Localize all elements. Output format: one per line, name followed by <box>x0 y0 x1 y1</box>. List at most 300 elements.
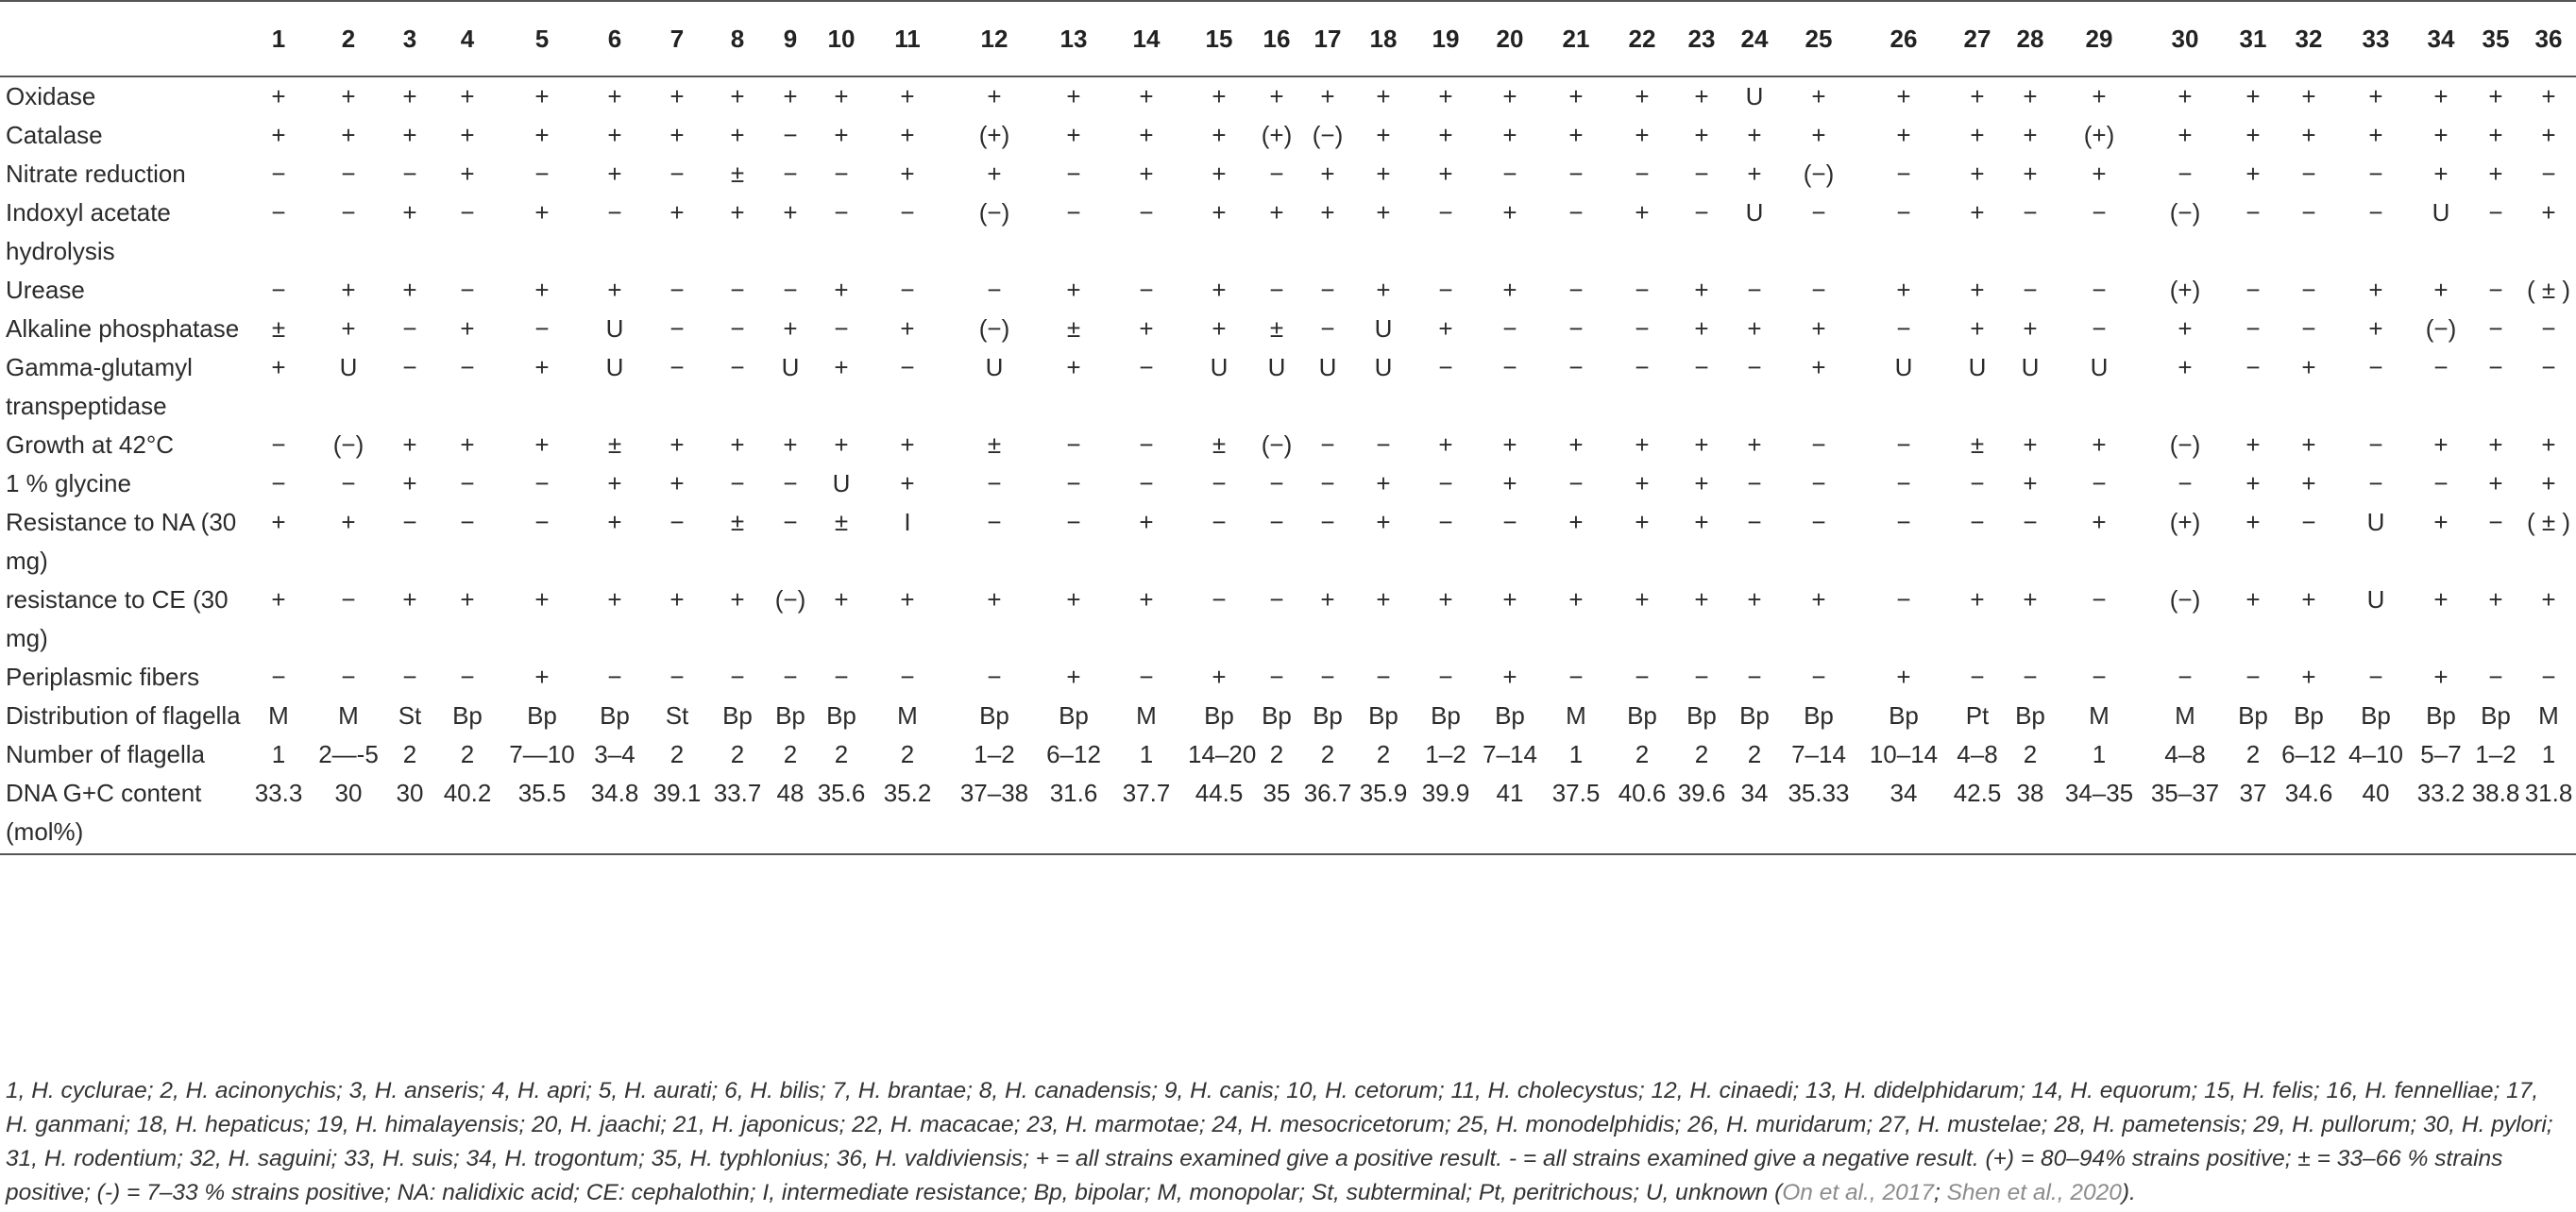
table-cell: + <box>900 469 915 497</box>
table-cell: − <box>2178 160 2193 188</box>
table-cell: − <box>460 469 475 497</box>
table-cell: − <box>1139 663 1154 691</box>
table-cell: + <box>834 353 849 381</box>
table-cell: − <box>534 160 550 188</box>
table-cell: − <box>1066 430 1081 459</box>
table-cell: − <box>1269 663 1284 691</box>
column-header: 8 <box>708 1 767 76</box>
table-cell: − <box>534 314 550 343</box>
table-cell: ± <box>730 508 745 536</box>
table-row <box>0 464 2576 503</box>
table-cell: − <box>2301 276 2316 304</box>
table-cell: + <box>402 469 417 497</box>
table-cell: + <box>1376 585 1391 614</box>
table-cell: + <box>2301 353 2316 381</box>
table-cell: U <box>1745 198 1764 227</box>
column-header: 20 <box>1477 1 1543 76</box>
table-cell: − <box>534 508 550 536</box>
table-cell: − <box>2301 314 2316 343</box>
table-cell: + <box>834 82 849 110</box>
table-cell: U <box>605 314 624 343</box>
table-cell: − <box>1896 469 1911 497</box>
table-cell: + <box>669 430 685 459</box>
header-row <box>0 1 2576 76</box>
table-cell: St <box>398 701 422 730</box>
table-cell: + <box>1066 353 1081 381</box>
table-cell: + <box>607 82 622 110</box>
table-cell: + <box>1066 276 1081 304</box>
table-cell: − <box>1139 198 1154 227</box>
table-cell: + <box>402 585 417 614</box>
table-cell: + <box>1139 121 1154 149</box>
table-cell: + <box>1694 121 1709 149</box>
table-cell: 35.33 <box>1781 774 1856 854</box>
table-cell: + <box>1376 121 1391 149</box>
table-cell: + <box>1635 469 1650 497</box>
table-cell: M <box>897 701 918 730</box>
table-cell: U <box>2021 353 2040 381</box>
table-cell: M <box>2089 701 2110 730</box>
table-cell: Bp <box>600 701 630 730</box>
column-header: 9 <box>767 1 814 76</box>
table-cell: (−) <box>774 585 806 614</box>
table-cell: ± <box>271 314 286 343</box>
table-cell: + <box>1376 469 1391 497</box>
table-row <box>0 697 2576 735</box>
table-cell: + <box>2023 314 2038 343</box>
table-cell: − <box>1376 663 1391 691</box>
table-cell: + <box>987 160 1002 188</box>
table-cell: 2 <box>460 740 475 768</box>
table-cell: − <box>730 314 745 343</box>
table-cell: + <box>402 82 417 110</box>
table-cell: + <box>1635 508 1650 536</box>
table-cell: − <box>900 198 915 227</box>
table-cell: (−) <box>2169 430 2201 459</box>
table-cell: − <box>1568 314 1584 343</box>
table-cell: + <box>1568 508 1584 536</box>
table-row <box>0 76 2576 116</box>
table-cell: − <box>987 663 1002 691</box>
table-cell: ( ± ) <box>2526 508 2571 536</box>
table-cell: U <box>339 353 358 381</box>
table-cell: − <box>2301 508 2316 536</box>
citation-link[interactable]: On et al., 2017 <box>1782 1180 1934 1205</box>
table-cell: − <box>1502 353 1517 381</box>
table-cell: 2 <box>730 740 745 768</box>
table-cell: + <box>534 276 550 304</box>
table-cell: + <box>271 82 286 110</box>
row-label: Nitrate reduction <box>6 160 186 188</box>
table-cell: U <box>1894 353 1913 381</box>
table-cell: + <box>1438 430 1453 459</box>
table-cell: M <box>338 701 359 730</box>
table-cell: + <box>669 469 685 497</box>
column-header: 25 <box>1781 1 1856 76</box>
table-cell: + <box>2541 585 2556 614</box>
table-cell: + <box>2541 121 2556 149</box>
table-cell: 41 <box>1477 774 1543 854</box>
table-cell: − <box>460 198 475 227</box>
table-cell: U <box>985 353 1004 381</box>
table-cell: − <box>1568 160 1584 188</box>
table-cell: ± <box>730 160 745 188</box>
table-cell: Bp <box>1495 701 1525 730</box>
table-cell: − <box>1747 353 1762 381</box>
row-label: Urease <box>6 276 85 304</box>
table-cell: − <box>2368 663 2383 691</box>
table-cell: − <box>1568 198 1584 227</box>
column-header: 35 <box>2470 1 2521 76</box>
column-header: 31 <box>2229 1 2278 76</box>
table-cell: + <box>783 82 798 110</box>
table-cell: + <box>2178 314 2193 343</box>
table-cell: 2 <box>402 740 417 768</box>
table-cell: − <box>2541 314 2556 343</box>
table-cell: − <box>2246 663 2261 691</box>
column-header: 27 <box>1951 1 2004 76</box>
table-cell: − <box>2178 663 2193 691</box>
table-cell: − <box>2023 508 2038 536</box>
table-cell: − <box>1811 198 1826 227</box>
table-cell: + <box>341 276 356 304</box>
table-cell: − <box>1896 508 1911 536</box>
table-cell: 30 <box>312 774 385 854</box>
table-cell: M <box>268 701 289 730</box>
table-cell: M <box>2175 701 2195 730</box>
column-header: 15 <box>1188 1 1250 76</box>
table-cell: 37.5 <box>1543 774 1609 854</box>
table-cell: + <box>534 82 550 110</box>
table-cell: + <box>2246 508 2261 536</box>
table-cell: + <box>607 508 622 536</box>
table-cell: Bp <box>1686 701 1717 730</box>
table-cell: + <box>987 82 1002 110</box>
table-cell: − <box>1376 430 1391 459</box>
table-cell: + <box>1694 585 1709 614</box>
table-cell: Bp <box>1368 701 1398 730</box>
table-cell: Bp <box>1889 701 1919 730</box>
table-cell: 2 <box>1320 740 1335 768</box>
table-cell: 5–7 <box>2420 740 2462 768</box>
table-cell: (−) <box>2425 314 2457 343</box>
table-cell: + <box>1320 160 1335 188</box>
header-corner <box>0 1 246 76</box>
column-header: 17 <box>1303 1 1352 76</box>
footnote-text: 1, H. cyclurae; 2, H. acinonychis; 3, H. anseris; 4, H. apri; 5, H. aurati; 6, H. bilis; 7, H. brantae; 8, H. canadensis; 9, H. canis; 10, H. cetorum; 11, H. cholecystus; 12, H. cinaedi; 13, H. didelphidarum; 14, H. equorum; 15, H. felis; 16, H. fennelliae; 17, H. ganmani; 18, H. hepaticus; 19, H. himalayensis; 20, H. jaachi; 21, H. japonicus; 22, H. macacae; 23, H. marmotae; 24, H. mesocricetorum; 25, H. monodelphidis; 26, H. muridarum; 27, H. mustelae; 28, H. pametensis; 29, H. pullorum; 30, H. pylori; 31, H. rodentium; 32, H. saguini; 33, H. suis; 34, H. trogontum; 35, H. typhlonius; 36, H. valdiviensis; + = all strains examined give a positive result. - = all strains examined give a negative result. (+) = 80–94% strains positive; ± = 33–66 % strains positive; (-) = 7–33 % strains positive; NA: nalidixic acid; CE: cephalothin; I, intermediate resistance; Bp, bipolar; M, monopolar; St, subterminal; Pt, peritrichous; U, unknown ( <box>6 1078 2553 1205</box>
table-cell: M <box>1136 701 1157 730</box>
table-cell: − <box>730 469 745 497</box>
table-cell: Bp <box>826 701 856 730</box>
table-cell: 35–37 <box>2142 774 2229 854</box>
row-label: 1 % glycine <box>6 469 131 497</box>
table-cell: − <box>1811 276 1826 304</box>
row-label: Distribution of flagella <box>6 701 241 730</box>
table-cell: I <box>904 508 911 536</box>
table-cell: − <box>2246 276 2261 304</box>
table-cell: 35.2 <box>869 774 946 854</box>
table-cell: − <box>1502 314 1517 343</box>
column-header: 24 <box>1728 1 1781 76</box>
table-cell: − <box>1811 663 1826 691</box>
table-cell: + <box>341 82 356 110</box>
row-label: Number of flagella <box>6 740 205 768</box>
table-cell: + <box>1438 121 1453 149</box>
table-cell: 35 <box>1250 774 1303 854</box>
table-cell: + <box>2301 82 2316 110</box>
table-cell: + <box>2488 121 2503 149</box>
column-header: 30 <box>2142 1 2229 76</box>
table-cell: − <box>1438 353 1453 381</box>
table-cell: + <box>341 508 356 536</box>
table-cell: 2 <box>2246 740 2261 768</box>
table-cell: + <box>2246 121 2261 149</box>
table-cell: + <box>1139 160 1154 188</box>
table-cell: 35.6 <box>814 774 869 854</box>
table-cell: − <box>2301 198 2316 227</box>
table-cell: + <box>1438 82 1453 110</box>
table-cell: + <box>2433 508 2449 536</box>
table-cell: − <box>271 198 286 227</box>
table-cell: − <box>2092 276 2107 304</box>
table-cell: Bp <box>2426 701 2456 730</box>
row-label: DNA G+C content (mol%) <box>0 774 246 854</box>
table-cell: + <box>1269 82 1284 110</box>
table-cell: + <box>1694 430 1709 459</box>
table-cell: + <box>730 585 745 614</box>
table-cell: 2 <box>900 740 915 768</box>
table-cell: + <box>834 121 849 149</box>
table-cell: 1–2 <box>974 740 1015 768</box>
table-cell: Bp <box>2481 701 2511 730</box>
table-cell: + <box>730 198 745 227</box>
column-header: 28 <box>2004 1 2057 76</box>
table-cell: + <box>783 314 798 343</box>
table-cell: (−) <box>332 430 364 459</box>
table-cell: + <box>341 121 356 149</box>
table-cell: + <box>1212 160 1227 188</box>
table-cell: + <box>2246 469 2261 497</box>
row-label: Periplasmic fibers <box>6 663 200 691</box>
table-cell: − <box>1970 663 1985 691</box>
table-cell: − <box>2433 353 2449 381</box>
column-header: 2 <box>312 1 385 76</box>
table-cell: 2 <box>834 740 849 768</box>
table-cell: + <box>1568 82 1584 110</box>
table-cell: − <box>460 353 475 381</box>
table-cell: Bp <box>1313 701 1343 730</box>
table-cell: − <box>2368 469 2383 497</box>
table-cell: − <box>460 276 475 304</box>
table-cell: − <box>1139 353 1154 381</box>
table-cell: + <box>900 82 915 110</box>
table-cell: U <box>2366 508 2385 536</box>
table-cell: + <box>460 82 475 110</box>
table-cell: Pt <box>1965 701 1990 730</box>
table-cell: + <box>2541 198 2556 227</box>
table-cell: 2 <box>783 740 798 768</box>
column-header: 11 <box>869 1 946 76</box>
table-row <box>0 194 2576 271</box>
table-body <box>0 76 2576 854</box>
table-cell: − <box>1970 469 1985 497</box>
table-cell: 2—-5 <box>318 740 379 768</box>
column-header: 4 <box>434 1 500 76</box>
table-cell: + <box>2368 276 2383 304</box>
table-cell: ± <box>987 430 1002 459</box>
table-cell: + <box>1568 585 1584 614</box>
table-cell: U <box>1210 353 1229 381</box>
table-cell: + <box>834 430 849 459</box>
table-cell: (−) <box>978 314 1010 343</box>
table-cell: − <box>2246 353 2261 381</box>
table-cell: + <box>2488 82 2503 110</box>
table-cell: (−) <box>1312 121 1344 149</box>
table-cell: − <box>607 663 622 691</box>
table-cell: + <box>1502 585 1517 614</box>
table-cell: + <box>271 508 286 536</box>
table-cell: (+) <box>2083 121 2115 149</box>
table-row <box>0 581 2576 658</box>
table-cell: + <box>1139 508 1154 536</box>
table-cell: − <box>2488 508 2503 536</box>
table-cell: + <box>460 160 475 188</box>
row-label: Catalase <box>6 121 103 149</box>
table-cell: + <box>2023 160 2038 188</box>
table-cell: + <box>1139 585 1154 614</box>
table-cell: + <box>2433 663 2449 691</box>
table-cell: 7–14 <box>1483 740 1537 768</box>
table-cell: + <box>2178 353 2193 381</box>
table-cell: + <box>1970 585 1985 614</box>
table-cell: M <box>2538 701 2559 730</box>
table-cell: − <box>1066 198 1081 227</box>
footnote-separator: ; <box>1933 1180 1947 1205</box>
table-cell: + <box>460 121 475 149</box>
table-cell: + <box>2433 276 2449 304</box>
column-header: 6 <box>584 1 646 76</box>
table-cell: + <box>1896 663 1911 691</box>
table-cell: − <box>834 198 849 227</box>
table-cell: + <box>834 276 849 304</box>
table-cell: + <box>1970 82 1985 110</box>
table-cell: − <box>900 276 915 304</box>
table-cell: − <box>1970 508 1985 536</box>
table-cell: 2 <box>1635 740 1650 768</box>
table-cell: + <box>1438 314 1453 343</box>
table-cell: − <box>341 160 356 188</box>
table-cell: − <box>1269 469 1284 497</box>
table-cell: + <box>2301 585 2316 614</box>
table-cell: + <box>2301 469 2316 497</box>
table-cell: − <box>669 314 685 343</box>
table-cell: − <box>1747 508 1762 536</box>
table-cell: + <box>2301 430 2316 459</box>
table-cell: 40.2 <box>434 774 500 854</box>
table-cell: − <box>1568 353 1584 381</box>
column-header: 14 <box>1105 1 1188 76</box>
citation-link[interactable]: Shen et al., 2020 <box>1946 1180 2122 1205</box>
table-cell: − <box>2433 469 2449 497</box>
table-cell: + <box>607 160 622 188</box>
table-cell: − <box>2368 160 2383 188</box>
table-cell: + <box>1811 353 1826 381</box>
table-cell: ± <box>1970 430 1985 459</box>
table-cell: + <box>1811 82 1826 110</box>
table-cell: (+) <box>2169 276 2201 304</box>
table-cell: + <box>271 121 286 149</box>
table-cell: + <box>669 198 685 227</box>
table-cell: − <box>1320 508 1335 536</box>
table-cell: (−) <box>1261 430 1293 459</box>
table-cell: + <box>730 121 745 149</box>
table-cell: − <box>1438 469 1453 497</box>
column-header: 22 <box>1609 1 1675 76</box>
table-cell: + <box>1811 585 1826 614</box>
table-cell: Bp <box>1431 701 1461 730</box>
table-cell: − <box>1269 276 1284 304</box>
table-cell: 31.6 <box>1042 774 1105 854</box>
table-cell: − <box>1694 160 1709 188</box>
table-cell: − <box>783 469 798 497</box>
table-cell: 1 <box>1139 740 1154 768</box>
table-cell: − <box>2488 198 2503 227</box>
table-cell: − <box>987 276 1002 304</box>
table-cell: Bp <box>1262 701 1292 730</box>
table-cell: + <box>1320 82 1335 110</box>
table-cell: − <box>783 160 798 188</box>
table-cell: + <box>2092 82 2107 110</box>
table-cell: − <box>1269 508 1284 536</box>
table-cell: + <box>900 121 915 149</box>
table-cell: − <box>402 353 417 381</box>
table-cell: Bp <box>2294 701 2324 730</box>
column-header: 5 <box>500 1 584 76</box>
table-cell: + <box>2092 430 2107 459</box>
table-cell: − <box>271 663 286 691</box>
table-cell: U <box>605 353 624 381</box>
table-cell: − <box>460 663 475 691</box>
table-cell: − <box>2246 198 2261 227</box>
table-cell: + <box>1066 585 1081 614</box>
table-cell: 36.7 <box>1303 774 1352 854</box>
table-cell: + <box>1438 585 1453 614</box>
table-cell: + <box>1896 121 1911 149</box>
table-cell: (+) <box>2169 508 2201 536</box>
table-cell: − <box>1747 663 1762 691</box>
table-cell: + <box>1811 121 1826 149</box>
table-cell: + <box>1970 198 1985 227</box>
table-cell: U <box>2432 198 2450 227</box>
table-cell: − <box>1502 508 1517 536</box>
row-label: Gamma-glutamyl transpeptidase <box>6 353 193 420</box>
table-cell: − <box>669 353 685 381</box>
table-cell: + <box>1502 82 1517 110</box>
table-cell: − <box>2541 663 2556 691</box>
table-cell: + <box>1694 276 1709 304</box>
table-cell: − <box>341 663 356 691</box>
table-cell: − <box>1747 276 1762 304</box>
column-header: 13 <box>1042 1 1105 76</box>
table-cell: + <box>607 469 622 497</box>
table-cell: + <box>1212 663 1227 691</box>
table-cell: U <box>1374 353 1393 381</box>
table-cell: 34 <box>1728 774 1781 854</box>
table-cell: + <box>1747 314 1762 343</box>
table-cell: 2 <box>669 740 685 768</box>
table-cell: + <box>2433 585 2449 614</box>
table-cell: − <box>2092 585 2107 614</box>
